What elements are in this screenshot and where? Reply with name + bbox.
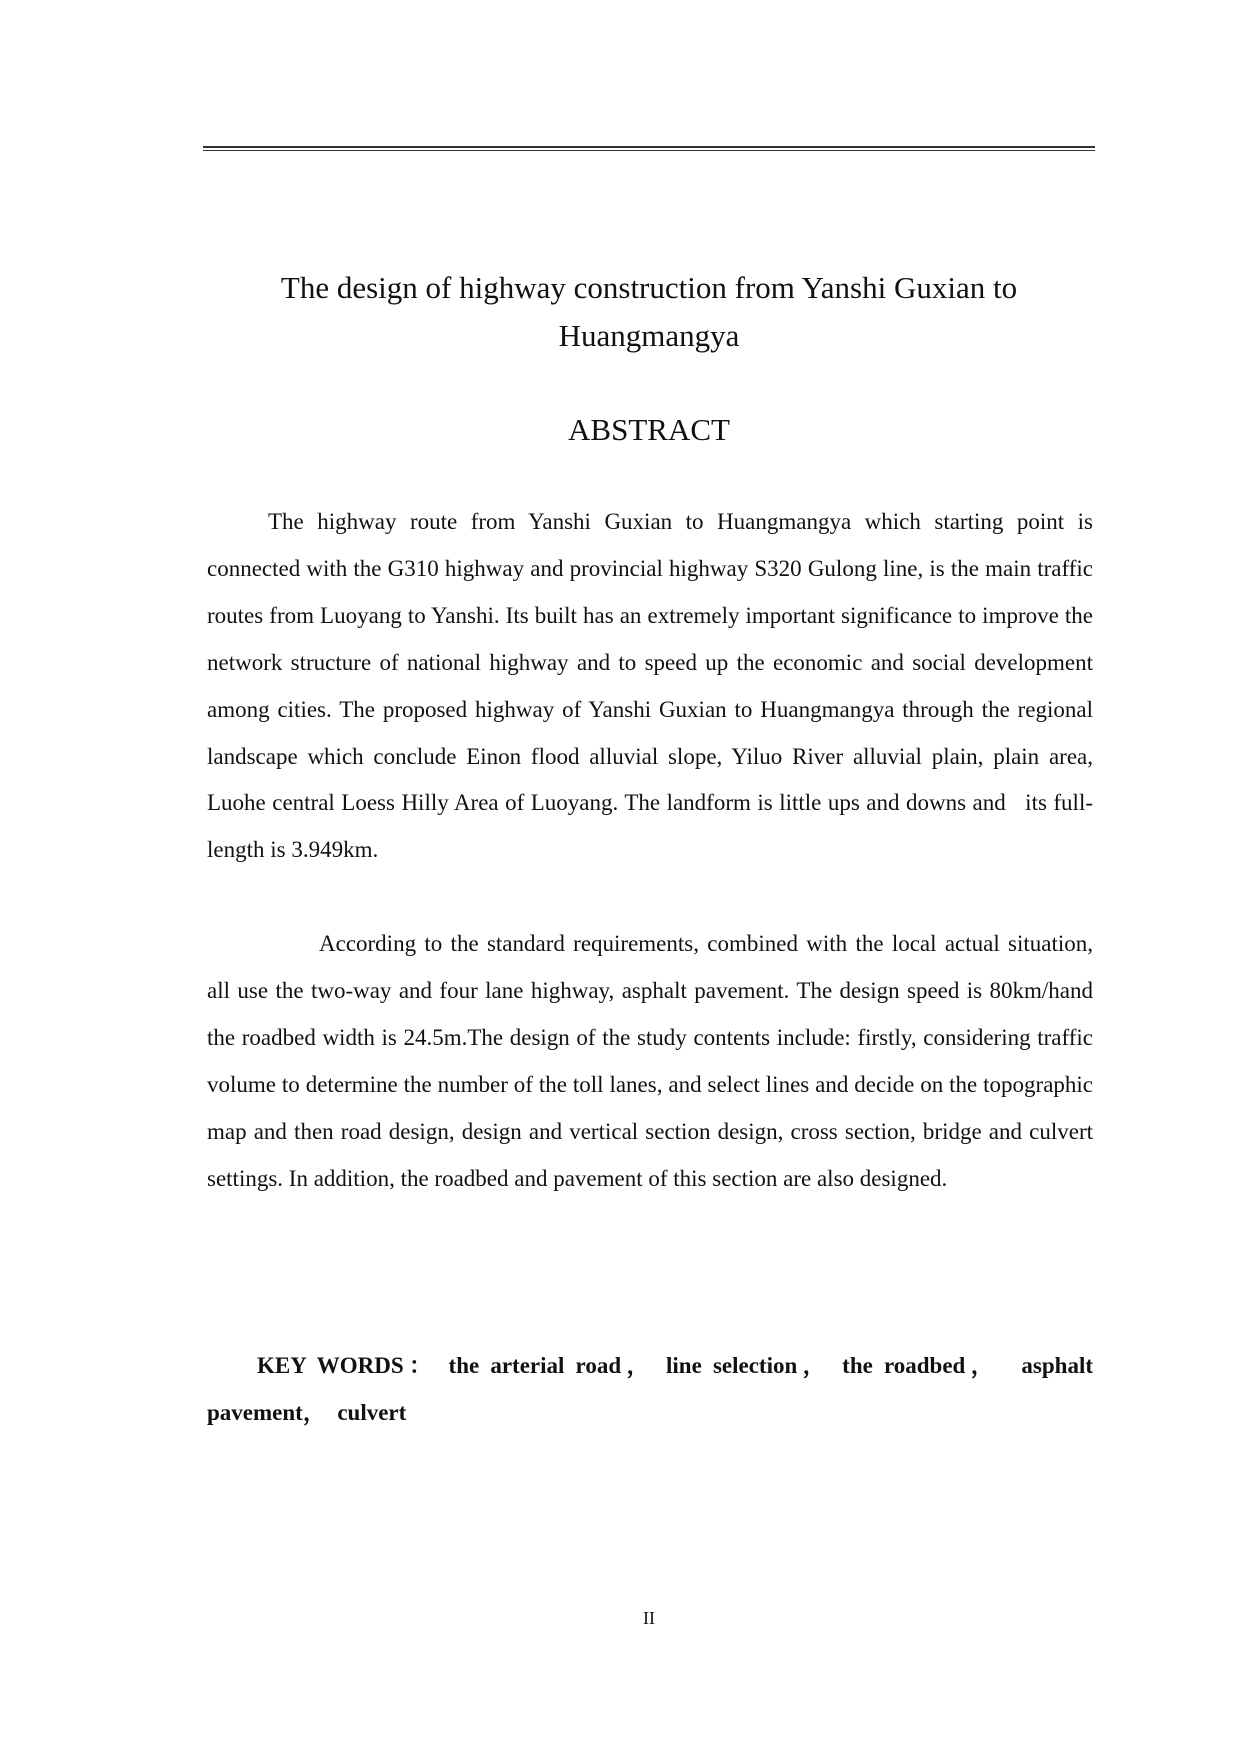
page-number: II [643,1608,655,1628]
abstract-paragraph-2: According to the standard requirements, combined with the local actual situation, all use the two-way and four lane highway, asphalt pavement. The design speed is 80km/hand the roadbed width is 24.5m.The design of the study contents include: firstly, considering traffic volume to determine the number of the toll lanes, and select lines and decide on the topographic map and then road design, design and vertical section design, cross section, bridge and culvert settings. In addition, the roadbed and pavement of this section are also designed. [207,931,1093,1191]
abstract-paragraph-1: The highway route from Yanshi Guxian to Huangmangya which starting point is connected with the G310 highway and provincial highway S320 Gulong line, is the main traffic routes from Luoyang to Yanshi. Its built has an extremely important significance to improve the network structure of national highway and to speed up the economic and social development among cities. The proposed highway of Yanshi Guxian to Huangmangya through the regional landscape which conclude Einon flood alluvial slope, Yiluo River alluvial plain, plain area, Luohe central Loess Hilly Area of Luoyang. The landform is little ups and downs and its full-length is 3.949km. [207,509,1093,863]
keywords: KEY WORDS： the arterial road， line selection， the roadbed， asphalt pavement， culvert [207,1353,1093,1425]
document-title: The design of highway construction from Yanshi Guxian to Huangmangya [280,270,1018,353]
abstract-heading: ABSTRACT [568,412,730,447]
header-rule [203,146,1095,151]
